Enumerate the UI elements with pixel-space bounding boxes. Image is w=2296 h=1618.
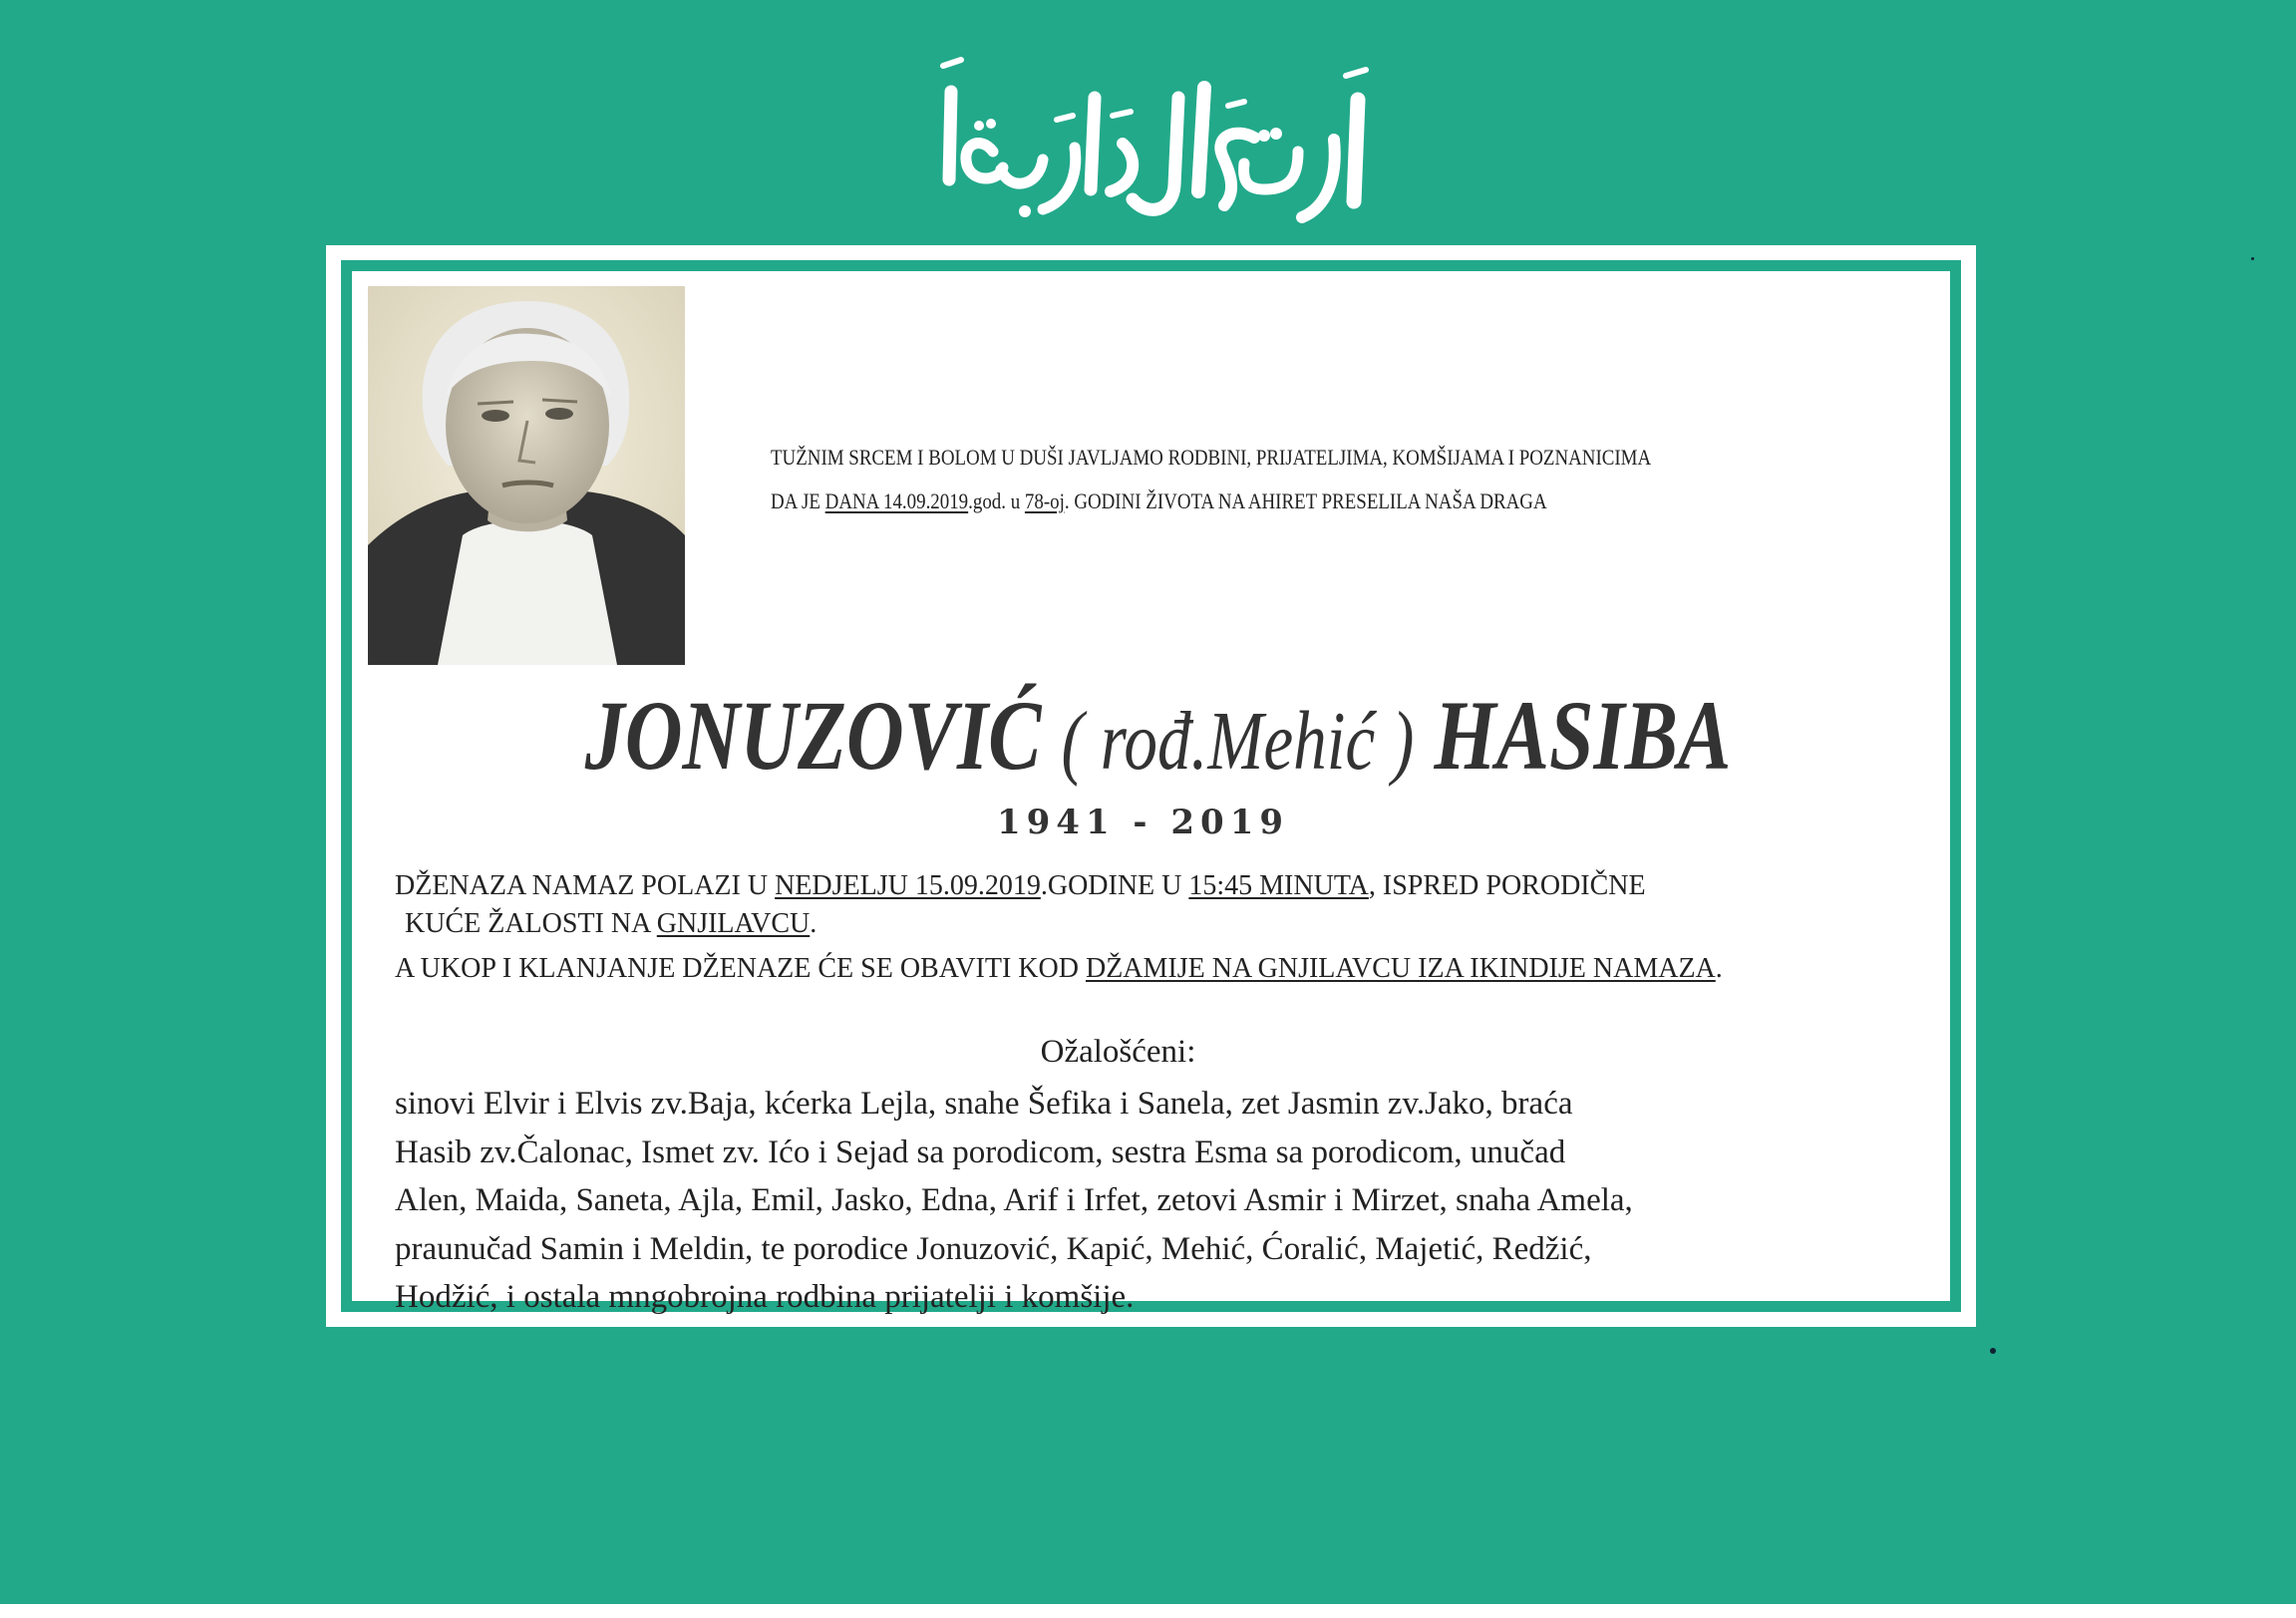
death-date: DANA 14.09.2019 bbox=[824, 488, 969, 513]
intro-line-2 bbox=[771, 480, 1628, 523]
funeral-details bbox=[395, 867, 1910, 988]
deceased-surname: JONUZOVIĆ bbox=[584, 680, 1042, 791]
funeral-line-1-suffix: , ISPRED PORODIČNE bbox=[1368, 870, 1646, 901]
deceased-maiden-name: ( rođ.Mehić ) bbox=[1061, 695, 1415, 788]
funeral-line-2-prefix: KUĆE ŽALOSTI NA bbox=[405, 908, 657, 939]
funeral-line-2 bbox=[395, 905, 1910, 943]
mourners-line: Hodžić, i ostala mngobrojna rodbina prijatelji i komšije. bbox=[395, 1279, 1135, 1315]
funeral-line-1-mid: .GODINE U bbox=[1040, 870, 1189, 901]
mourners-heading: Ožalošćeni: bbox=[1040, 1034, 1196, 1070]
scan-speck bbox=[1990, 1348, 1996, 1354]
funeral-line-1 bbox=[395, 867, 1910, 905]
mourners-list bbox=[395, 1080, 1950, 1322]
portrait-photo bbox=[368, 286, 685, 665]
funeral-place: GNJILAVCU bbox=[656, 908, 811, 939]
intro-line-2-suffix: . GODINI ŽIVOTA NA AHIRET PRESELILA NAŠA DRAGA bbox=[1064, 488, 1547, 513]
announcement-intro bbox=[771, 436, 1652, 523]
intro-line-2-mid: .god. u bbox=[968, 488, 1025, 513]
intro-line-2-prefix: DA JE bbox=[771, 488, 825, 513]
funeral-line-2-suffix: . bbox=[810, 908, 818, 939]
mourners-line: Hasib zv.Čalonac, Ismet zv. Ićo i Sejad sa porodicom, sestra Esma sa porodicom, unučad bbox=[395, 1133, 1566, 1170]
funeral-line-3 bbox=[395, 950, 1910, 988]
deceased-first-name: HASIBA bbox=[1434, 680, 1732, 791]
age-ordinal: 78-oj bbox=[1024, 488, 1065, 513]
funeral-day-date: NEDJELJU 15.09.2019 bbox=[775, 870, 1041, 901]
funeral-time: 15:45 MINUTA bbox=[1188, 870, 1369, 901]
mourners-line: praunučad Samin i Meldin, te porodice Jonuzović, Kapić, Mehić, Ćoralić, Majetić, Redžić, bbox=[395, 1230, 1592, 1267]
intro-line-1: TUŽNIM SRCEM I BOLOM U DUŠI JAVLJAMO RODBINI, PRIJATELJIMA, KOMŠIJAMA I POZNANICIMA bbox=[771, 445, 1652, 470]
arabic-calligraphy-heading bbox=[927, 40, 1386, 229]
funeral-line-3-prefix: A UKOP I KLANJANJE DŽENAZE ĆE SE OBAVITI KOD bbox=[395, 953, 1086, 984]
mourners-line: Alen, Maida, Saneta, Ajla, Emil, Jasko, Edna, Arif i Irfet, zetovi Asmir i Mirzet, snaha Amela, bbox=[395, 1182, 1633, 1218]
life-years: 1941 - 2019 bbox=[996, 803, 1290, 842]
funeral-line-3-suffix: . bbox=[1715, 953, 1723, 984]
mourners-line: sinovi Elvir i Elvis zv.Baja, kćerka Lejla, snahe Šefika i Sanela, zet Jasmin zv.Jako, braća bbox=[395, 1086, 1573, 1122]
funeral-line-1-prefix: DŽENAZA NAMAZ POLAZI U bbox=[395, 870, 776, 901]
burial-location: DŽAMIJE NA GNJILAVCU IZA IKINDIJE NAMAZA bbox=[1085, 953, 1716, 984]
deceased-name bbox=[0, 676, 2296, 802]
scan-speck bbox=[2251, 257, 2254, 260]
